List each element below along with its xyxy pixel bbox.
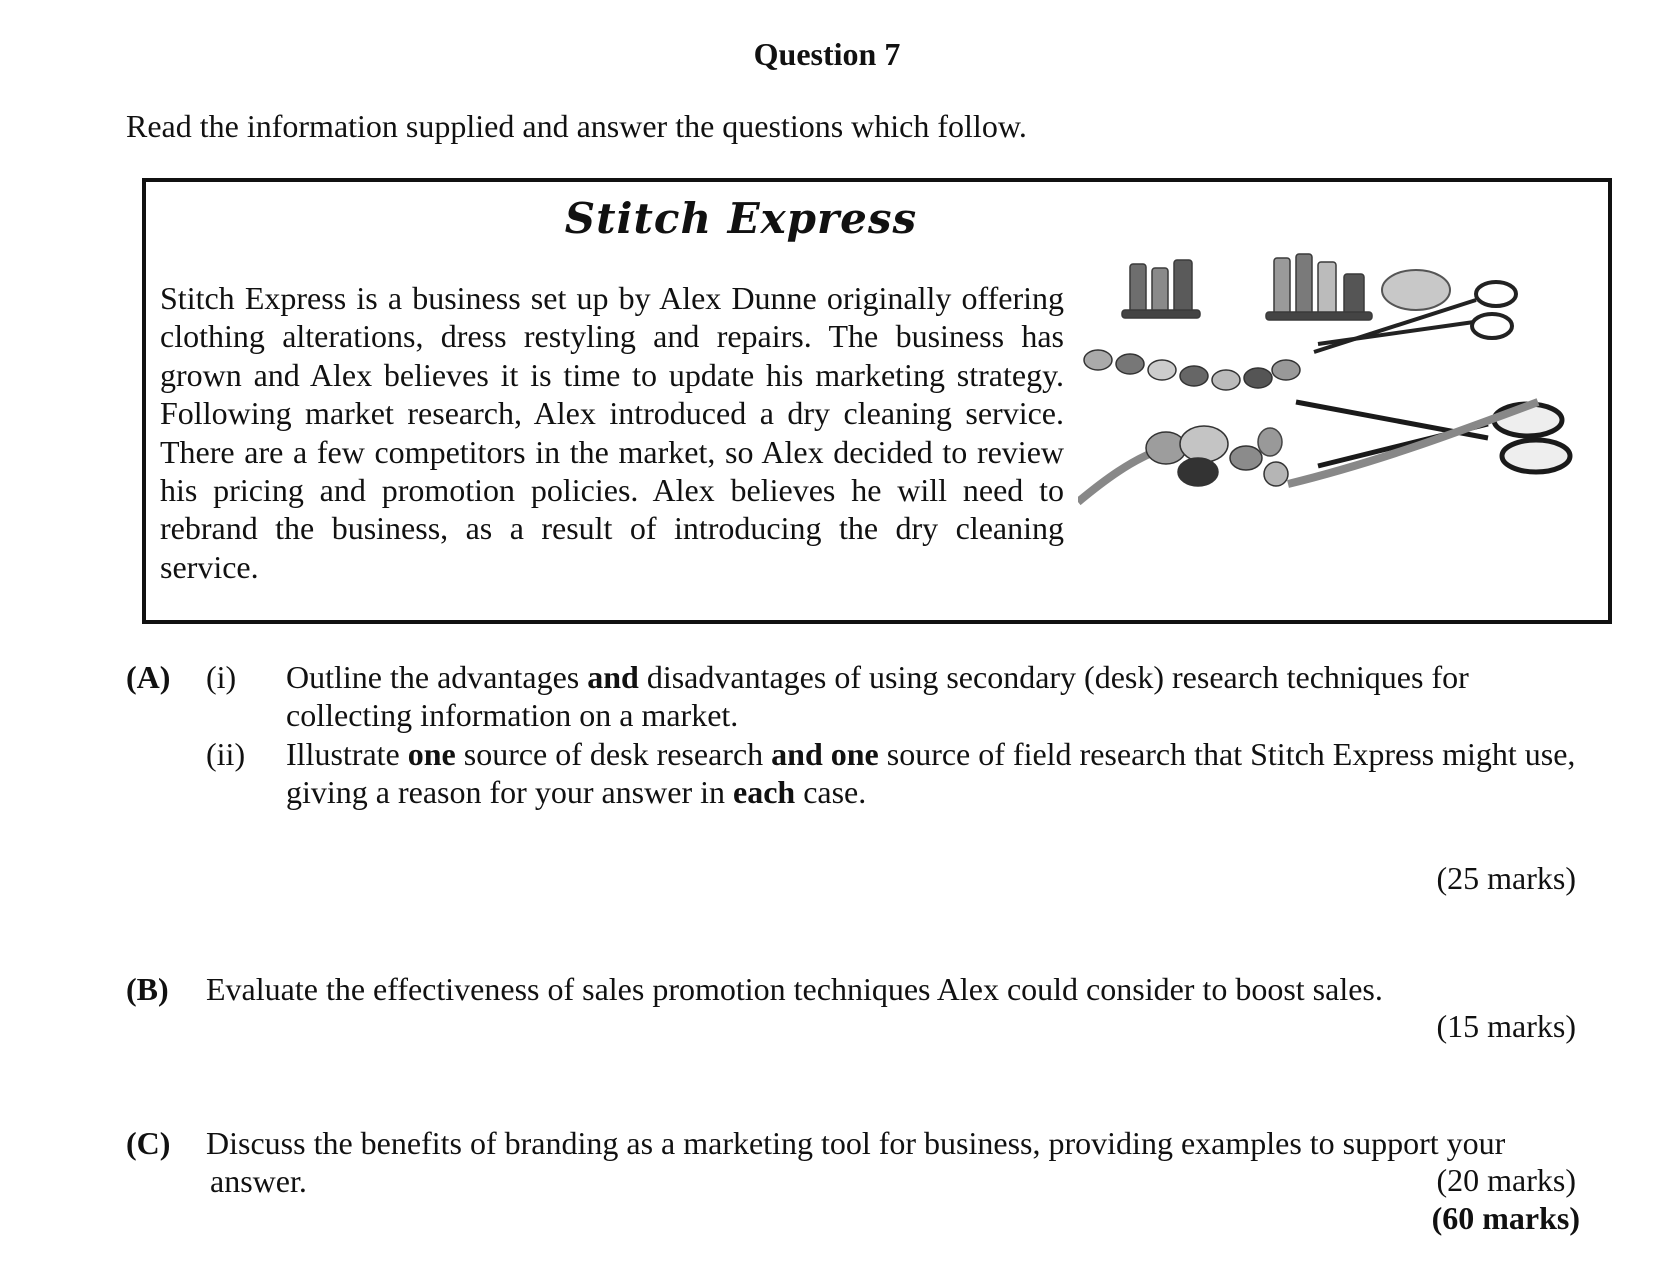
- question-a-i-part: Outline the advantages: [286, 659, 588, 695]
- question-a: [0, 658, 1654, 858]
- question-a-ii-part: case.: [795, 774, 867, 811]
- pin-cushion-icon: [1382, 270, 1450, 310]
- question-b-text: Evaluate the effectiveness of sales promotion techniques Alex could consider to boost sales.: [206, 971, 1383, 1007]
- case-study-title: Stitch Express: [564, 194, 918, 243]
- sewing-supplies-image: [1078, 252, 1598, 522]
- question-a-i-emphasis: and: [587, 659, 639, 695]
- question-c-label: (C): [126, 1125, 171, 1161]
- question-a-i-text: [286, 658, 1486, 735]
- thimble-icon: [1258, 428, 1282, 456]
- question-a-ii-text: [286, 735, 1591, 812]
- question-a-ii-number: (ii): [206, 736, 246, 772]
- question-title: Question 7: [753, 36, 901, 72]
- question-a-ii-emphasis: one: [407, 736, 456, 772]
- question-a-marks: (25 marks): [1436, 860, 1576, 896]
- question-a-ii-emphasis: each: [732, 774, 796, 811]
- small-spools-icon: [1084, 350, 1300, 390]
- instruction-text: Read the information supplied and answer the questions which follow.: [126, 108, 1027, 144]
- question-a-i-number: (i): [206, 659, 237, 695]
- question-a-ii-part: source of field research that Stitch Express might use, giving a reason for your answer in: [286, 736, 1576, 811]
- case-study-box: [142, 178, 1612, 624]
- case-study-text: Stitch Express is a business set up by Alex Dunne originally offering clothing alterations, dress restyling and repairs. The business has grown and Alex believes it is time to update his marketing strategy. Following market research, Alex introduced a dry cleaning service. There are a few competitors in the market, so Alex decided to review his pricing and promotion policies. Alex believes he will need to rebrand the business, as a result of introducing the dry cleaning service.: [160, 280, 1064, 585]
- question-a-ii-emphasis: and one: [771, 736, 879, 772]
- question-b-label: (B): [126, 971, 169, 1007]
- question-c-text-line1: Discuss the benefits of branding as a marketing tool for business, providing examples to support your: [206, 1125, 1506, 1161]
- question-b-marks: (15 marks): [1436, 1008, 1576, 1044]
- question-c: [0, 1124, 1654, 1204]
- question-c-marks: (20 marks): [1436, 1162, 1576, 1198]
- question-c-text-line2: answer.: [210, 1163, 307, 1199]
- question-b: [0, 970, 1654, 1010]
- question-a-ii-part: source of desk research: [455, 736, 772, 772]
- total-marks: (60 marks): [1431, 1200, 1580, 1236]
- question-a-i-part: disadvantages of using secondary (desk) research techniques for collecting information on a market.: [286, 659, 1469, 734]
- question-a-ii-part: Illustrate: [286, 736, 408, 772]
- thread-spool-icon: [1122, 260, 1200, 318]
- thread-spool-icon: [1266, 254, 1372, 320]
- question-a-label: (A): [126, 659, 171, 695]
